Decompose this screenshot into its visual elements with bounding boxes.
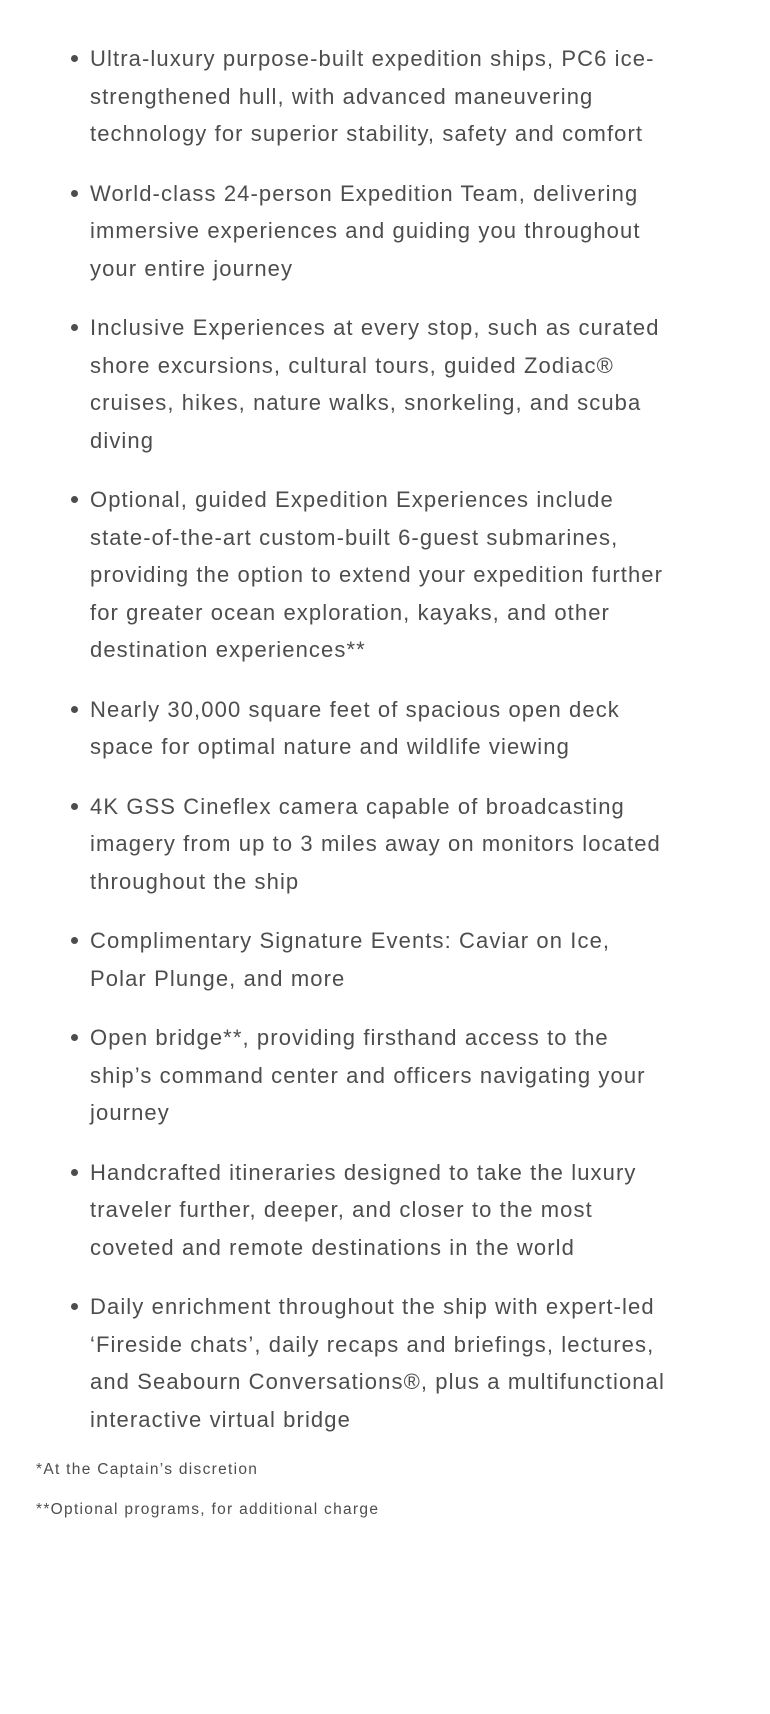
bullet-icon xyxy=(71,324,78,331)
feature-text: Ultra-luxury purpose-built expedition ships, PC6 ice-strengthened hull, with advanced maneuvering technology for superior stability, safety and comfort xyxy=(90,46,655,146)
feature-text: Complimentary Signature Events: Caviar on Ice, Polar Plunge, and more xyxy=(90,928,611,991)
bullet-icon xyxy=(71,190,78,197)
feature-text: World-class 24-person Expedition Team, delivering immersive experiences and guiding you throughout your entire journey xyxy=(90,180,641,281)
feature-item xyxy=(90,40,670,153)
feature-item xyxy=(90,309,670,459)
feature-item xyxy=(90,481,670,669)
bullet-icon xyxy=(71,706,78,713)
feature-list xyxy=(0,40,670,1438)
feature-item xyxy=(90,788,670,901)
feature-text: Daily enrichment throughout the ship with expert-led ‘Fireside chats’, daily recaps and briefings, lectures, and Seabourn Conversations®, plus a multifunctional interactive virtual bridge xyxy=(90,1294,665,1432)
feature-item xyxy=(90,1288,670,1438)
feature-text: Open bridge**, providing firsthand access to the ship’s command center and officers navigating your journey xyxy=(90,1025,646,1125)
bullet-icon xyxy=(71,496,78,503)
bullet-icon xyxy=(71,1303,78,1310)
bullet-icon xyxy=(71,55,78,62)
feature-item xyxy=(90,922,670,997)
feature-item xyxy=(90,1154,670,1267)
feature-text: Handcrafted itineraries designed to take the luxury traveler further, deeper, and closer to the most coveted and remote destinations in the world xyxy=(90,1159,637,1260)
footnotes xyxy=(0,1460,770,1520)
bullet-icon xyxy=(71,1034,78,1041)
bullet-icon xyxy=(71,1169,78,1176)
feature-text: Optional, guided Expedition Experiences include state-of-the-art custom-built 6-guest submarines, providing the option to extend your expedition further for greater ocean exploration, kayaks, and other destination experiences** xyxy=(90,487,664,662)
feature-item xyxy=(90,691,670,766)
footnote-optional-programs: **Optional programs, for additional charge xyxy=(36,1501,380,1518)
bullet-icon xyxy=(71,803,78,810)
feature-text: 4K GSS Cineflex camera capable of broadcasting imagery from up to 3 miles away on monitors located throughout the ship xyxy=(90,793,661,894)
bullet-icon xyxy=(71,937,78,944)
feature-item xyxy=(90,175,670,288)
feature-text: Inclusive Experiences at every stop, such as curated shore excursions, cultural tours, guided Zodiac® cruises, hikes, nature walks, snorkeling, and scuba diving xyxy=(90,315,660,453)
feature-item xyxy=(90,1019,670,1132)
footnote-captain-discretion: *At the Captain’s discretion xyxy=(36,1461,259,1478)
feature-text: Nearly 30,000 square feet of spacious open deck space for optimal nature and wildlife viewing xyxy=(90,696,620,759)
